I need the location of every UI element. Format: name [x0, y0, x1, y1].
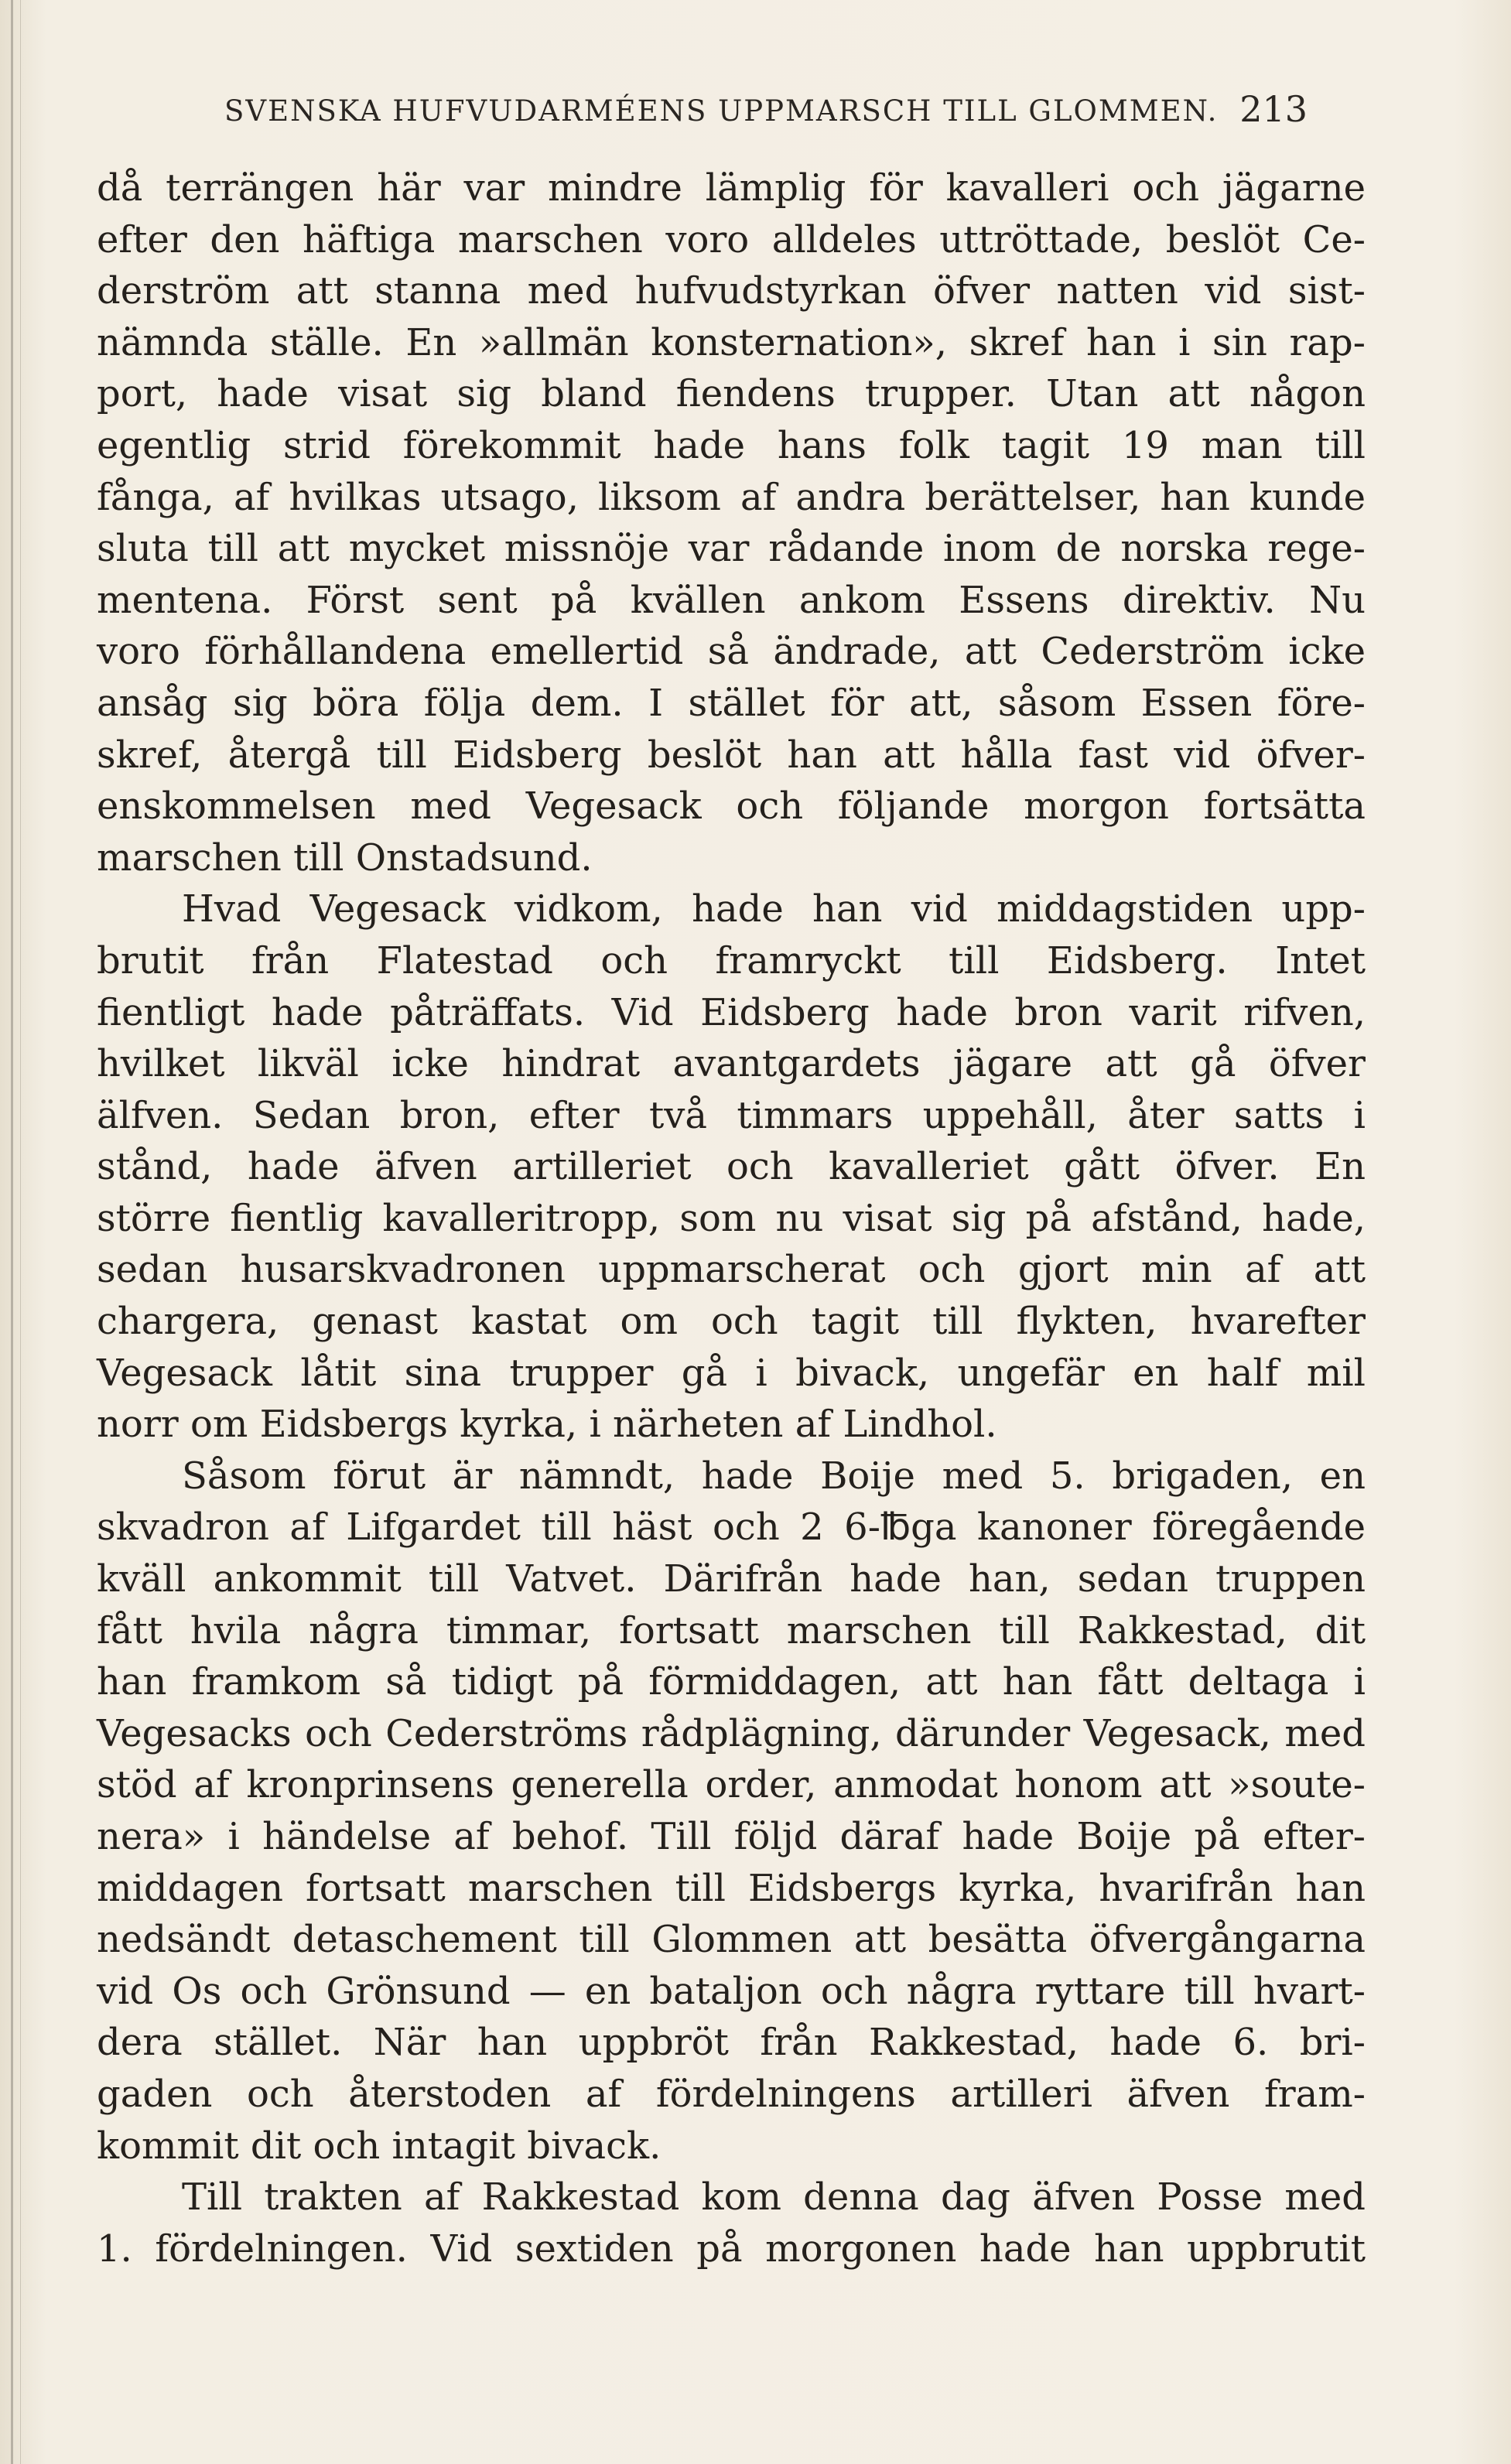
- text-line: port, hade visat sig bland fiendens trupper. Utan att någon: [97, 372, 1366, 416]
- text-line: nedsändt detaschement till Glommen att besätta öfvergångarna: [97, 1918, 1366, 1962]
- text-line: efter den häftiga marschen voro alldeles uttröttade, beslöt Ce-: [97, 217, 1366, 261]
- text-line: stöd af kronprinsens generella order, anmodat honom att »soute-: [97, 1763, 1366, 1807]
- text-line: skvadron af Lifgardet till häst och 2 6-℔ga kanoner föregående: [97, 1505, 1366, 1550]
- text-line: marschen till Onstadsund.: [97, 836, 593, 880]
- text-line: Hvad Vegesack vidkom, hade han vid middagstiden upp-: [182, 887, 1366, 931]
- text-line: sedan husarskvadronen uppmarscherat och gjort min af att: [97, 1248, 1366, 1292]
- paragraph: [97, 162, 1366, 883]
- text-line: Vegesack låtit sina trupper gå i bivack, ungefär en half mil: [97, 1351, 1366, 1395]
- text-line: hvilket likväl icke hindrat avantgardets jägare att gå öfver: [97, 1042, 1366, 1086]
- text-line: stånd, hade äfven artilleriet och kavalleriet gått öfver. En: [97, 1145, 1366, 1189]
- text-line: fientligt hade påträffats. Vid Eidsberg hade bron varit rifven,: [97, 990, 1366, 1034]
- text-line: vid Os och Grönsund — en bataljon och några ryttare till hvart-: [97, 1969, 1366, 2013]
- text-line: enskommelsen med Vegesack och följande morgon fortsätta: [97, 784, 1366, 829]
- text-line: dera stället. När han uppbröt från Rakkestad, hade 6. bri-: [97, 2021, 1366, 2065]
- text-line: skref, återgå till Eidsberg beslöt han att hålla fast vid öfver-: [97, 733, 1366, 777]
- paragraph: [97, 883, 1366, 1451]
- text-line: brutit från Flatestad och framryckt till Eidsberg. Intet: [97, 938, 1366, 983]
- page-number: 213: [1239, 88, 1308, 130]
- text-line: större fientlig kavalleritropp, som nu visat sig på afstånd, hade,: [97, 1196, 1366, 1240]
- paragraph: [97, 2172, 1366, 2274]
- text-line: norr om Eidsbergs kyrka, i närheten af Lindhol.: [97, 1403, 997, 1447]
- text-line: då terrängen här var mindre lämplig för kavalleri och jägarne: [97, 166, 1366, 210]
- running-title: SVENSKA HUFVUDARMÉENS UPPMARSCH TILL GLOMMEN.: [224, 94, 1219, 128]
- text-line: 1. fördelningen. Vid sextiden på morgonen hade han uppbrutit: [97, 2226, 1366, 2271]
- text-line: chargera, genast kastat om och tagit till flykten, hvarefter: [97, 1300, 1366, 1344]
- text-line: sluta till att mycket missnöje var rådande inom de norska rege-: [97, 527, 1366, 571]
- paragraph: [97, 1451, 1366, 2172]
- page-header: [224, 84, 1308, 138]
- text-line: egentlig strid förekommit hade hans folk tagit 19 man till: [97, 423, 1366, 467]
- text-line: kväll ankommit till Vatvet. Därifrån hade han, sedan truppen: [97, 1557, 1366, 1601]
- text-line: nämnda ställe. En »allmän konsternation», skref han i sin rap-: [97, 320, 1366, 364]
- text-line: ansåg sig böra följa dem. I stället för att, såsom Essen före-: [97, 681, 1366, 725]
- binding-edge-shadow: [20, 0, 21, 2464]
- text-line: kommit dit och intagit bivack.: [97, 2124, 661, 2168]
- text-line: Vegesacks och Cederströms rådplägning, därunder Vegesack, med: [97, 1711, 1366, 1755]
- text-line: Till trakten af Rakkestad kom denna dag äfven Posse med: [182, 2175, 1366, 2220]
- text-line: han framkom så tidigt på förmiddagen, att han fått deltaga i: [97, 1660, 1366, 1704]
- text-line: fånga, af hvilkas utsago, liksom af andra berättelser, han kunde: [97, 475, 1366, 519]
- text-line: derström att stanna med hufvudstyrkan öfver natten vid sist-: [97, 269, 1366, 313]
- binding-edge: [11, 0, 13, 2464]
- text-line: gaden och återstoden af fördelningens artilleri äfven fram-: [97, 2072, 1366, 2116]
- text-line: älfven. Sedan bron, efter två timmars uppehåll, åter satts i: [97, 1093, 1366, 1137]
- text-line: Såsom förut är nämndt, hade Boije med 5. brigaden, en: [182, 1454, 1366, 1498]
- text-line: middagen fortsatt marschen till Eidsbergs kyrka, hvarifrån han: [97, 1866, 1366, 1910]
- text-line: fått hvila några timmar, fortsatt marschen till Rakkestad, dit: [97, 1608, 1366, 1652]
- text-line: mentena. Först sent på kvällen ankom Essens direktiv. Nu: [97, 578, 1366, 622]
- text-line: voro förhållandena emellertid så ändrade, att Cederström icke: [97, 630, 1366, 674]
- text-line: nera» i händelse af behof. Till följd däraf hade Boije på efter-: [97, 1815, 1366, 1858]
- body-text: [97, 162, 1366, 2274]
